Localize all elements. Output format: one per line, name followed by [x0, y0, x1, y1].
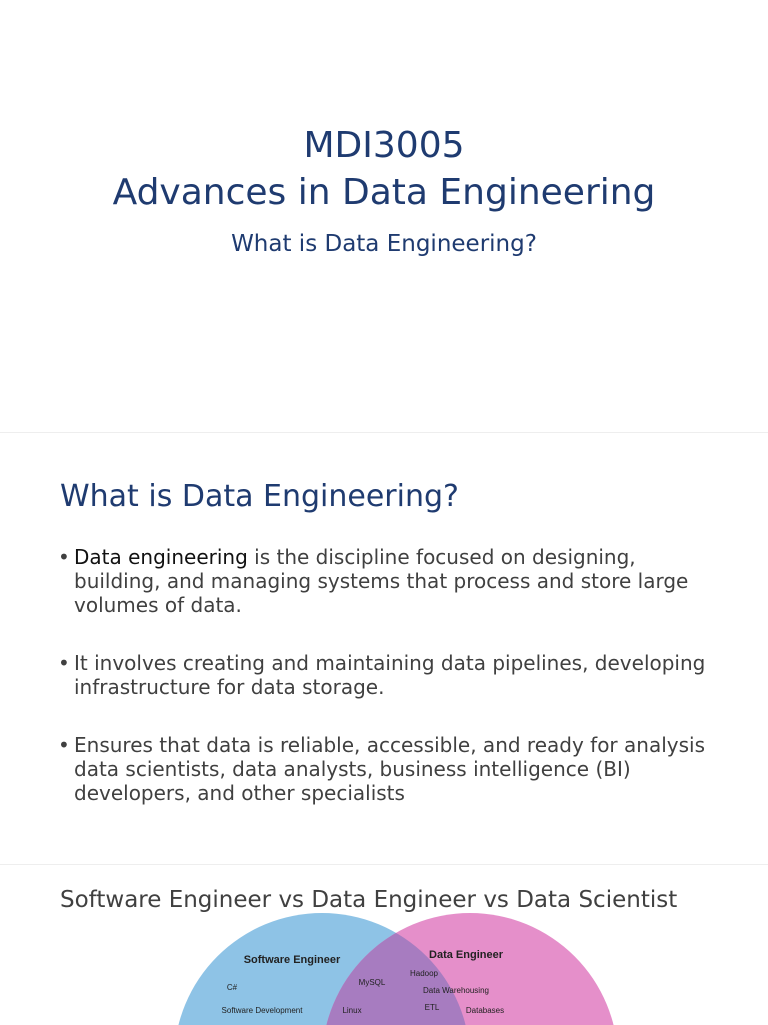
venn-item: C#	[226, 983, 238, 992]
bullet-item	[58, 733, 718, 805]
data-engineer-label: Data Engineer	[429, 949, 503, 961]
title-slide	[0, 0, 768, 432]
bullet-text: It involves creating and maintaining data pipelines, developing infrastructure for data storage.	[74, 651, 706, 699]
bullet-term: Data engineering	[74, 545, 248, 569]
definition-slide	[0, 432, 768, 865]
bullet-icon: •	[58, 733, 70, 757]
bullet-text: is the discipline focused on designing, building, and managing systems that process and store large volumes of data.	[74, 545, 689, 617]
bullet-icon: •	[58, 545, 70, 569]
venn-item: Software Development	[221, 1006, 303, 1015]
venn-item: Data Warehousing	[423, 986, 489, 995]
course-name: Advances in Data Engineering	[112, 172, 656, 213]
slide-heading: Software Engineer vs Data Engineer vs Data Scientist	[60, 887, 678, 913]
bullet-item	[58, 651, 718, 699]
venn-item: MySQL	[358, 978, 386, 987]
bullet-icon: •	[58, 651, 70, 675]
bullet-list	[58, 545, 718, 839]
slide-heading: What is Data Engineering?	[60, 479, 459, 514]
venn-item: Databases	[465, 1006, 505, 1015]
venn-item: Linux	[342, 1006, 362, 1015]
venn-item: ETL	[424, 1003, 440, 1012]
slide-subtitle: What is Data Engineering?	[231, 231, 537, 257]
bullet-text: Ensures that data is reliable, accessible, and ready for analysis data scientists, data analysts, business intelligence (BI) developers, and other specialists	[74, 733, 705, 805]
bullet-item	[58, 545, 718, 617]
software-engineer-label: Software Engineer	[243, 954, 341, 966]
venn-item: Hadoop	[409, 969, 439, 978]
comparison-slide	[0, 864, 768, 1025]
venn-diagram	[0, 865, 768, 1025]
course-code: MDI3005	[303, 125, 465, 166]
